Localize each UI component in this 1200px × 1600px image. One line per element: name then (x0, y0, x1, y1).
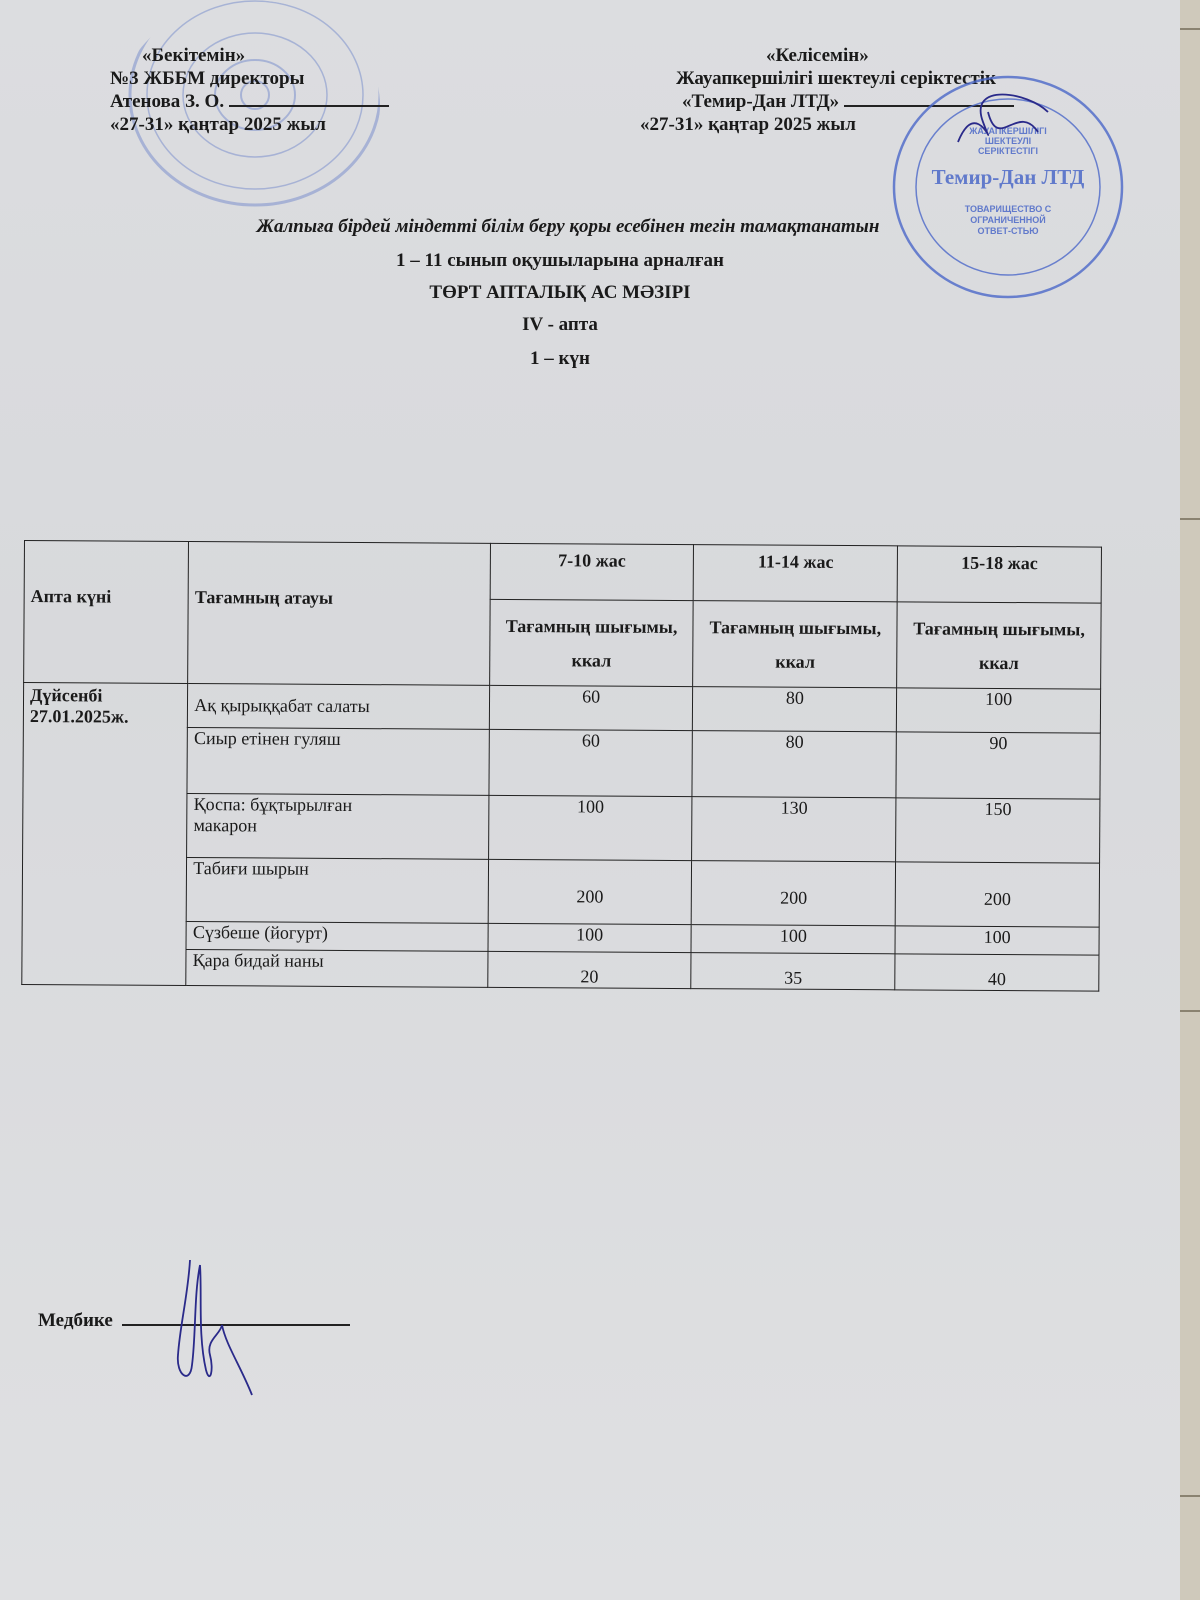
day-date: 27.01.2025ж. (29, 706, 129, 727)
kcal-value: 100 (488, 923, 692, 952)
week-label: IV - апта (522, 314, 598, 335)
dish-name: Ақ қырыққабат салаты (188, 684, 490, 730)
org-name: «Темир-Дан ЛТД» (682, 91, 840, 112)
kcal-value: 80 (693, 687, 897, 732)
day-cell (22, 683, 188, 986)
approval-block-left (110, 44, 389, 136)
kcal-value: 200 (692, 861, 896, 926)
dish-name-text: Қоспа: бұқтырылған макарон (193, 794, 353, 836)
stamp-inner-bottom: ОГРАНИЧЕННОЙ (970, 215, 1046, 225)
agreement-heading: «Келісемін» (766, 45, 869, 66)
kcal-value: 150 (896, 798, 1100, 863)
title-line-2: 1 – 11 сынып оқушыларына арналған (396, 250, 724, 271)
table-row (23, 683, 1100, 734)
dish-name: Сүзбеше (йогурт) (186, 921, 488, 951)
dish-name: Табиғи шырын (186, 858, 488, 924)
header-yield: Тағамның шығымы, ккал (489, 599, 693, 686)
background-edge (1180, 518, 1200, 520)
nurse-signature (170, 1255, 280, 1415)
kcal-value: 200 (895, 862, 1099, 927)
nurse-label: Медбике (38, 1310, 113, 1331)
approver-name: Атенова З. О. (110, 91, 225, 112)
stamp-inner-bottom: ТОВАРИЩЕСТВО С (964, 204, 1052, 214)
dish-name: Сиыр етінен гуляш (187, 728, 489, 796)
header-age-group: 15-18 жас (897, 546, 1101, 603)
signature-line (229, 105, 389, 107)
menu-title: ТӨРТ АПТАЛЫҚ АС МӘЗІРІ (429, 282, 691, 303)
kcal-value: 100 (897, 688, 1101, 733)
header-yield: Тағамның шығымы, ккал (897, 602, 1101, 689)
dish-name (187, 794, 489, 860)
stamp-center-text: Темир-Дан ЛТД (931, 165, 1085, 189)
header-yield: Тағамның шығымы, ккал (693, 601, 897, 688)
approval-date: «27-31» қаңтар 2025 жыл (110, 114, 326, 135)
kcal-value: 100 (895, 926, 1099, 955)
day-name: Дүйсенбі (29, 685, 103, 706)
kcal-value: 35 (691, 953, 895, 990)
kcal-value: 200 (488, 859, 692, 924)
org-type: Жауапкершілігі шектеулі серіктестік (676, 68, 996, 89)
background-edge (1180, 1010, 1200, 1012)
stamp-inner-top: ШЕКТЕУЛІ (984, 136, 1032, 146)
kcal-value: 130 (692, 797, 896, 862)
header-age-group: 11-14 жас (694, 545, 898, 602)
kcal-value: 100 (488, 795, 692, 860)
background-edge (1180, 28, 1200, 30)
kcal-value: 100 (691, 925, 895, 954)
kcal-value: 40 (895, 954, 1099, 991)
approval-heading: «Бекітемін» (142, 45, 246, 66)
kcal-value: 60 (489, 685, 693, 730)
kcal-value: 60 (489, 729, 693, 796)
menu-table (21, 540, 1102, 992)
header-dish: Тағамның атауы (188, 542, 490, 686)
day-label: 1 – күн (530, 348, 590, 369)
header-day: Апта күні (24, 541, 189, 684)
stamp-inner-top: СЕРІКТЕСТІГІ (977, 146, 1039, 156)
agreement-date: «27-31» қаңтар 2025 жыл (640, 114, 856, 135)
dish-name: Қара бидай наны (186, 949, 488, 987)
approver-position: №3 ЖББМ директоры (110, 68, 305, 89)
background-edge (1180, 1495, 1200, 1497)
title-line-1: Жалпыға бірдей міндетті білім беру қоры есебінен тегін тамақтанатын (256, 216, 880, 237)
header-age-group: 7-10 жас (490, 543, 694, 600)
stamp-inner-bottom: ОТВЕТ-СТЬЮ (977, 226, 1039, 236)
kcal-value: 20 (487, 951, 691, 988)
stamp-inner-top: ЖАУАПКЕРШІЛІГІ (969, 126, 1047, 136)
kcal-value: 80 (692, 731, 896, 798)
kcal-value: 90 (896, 732, 1100, 799)
